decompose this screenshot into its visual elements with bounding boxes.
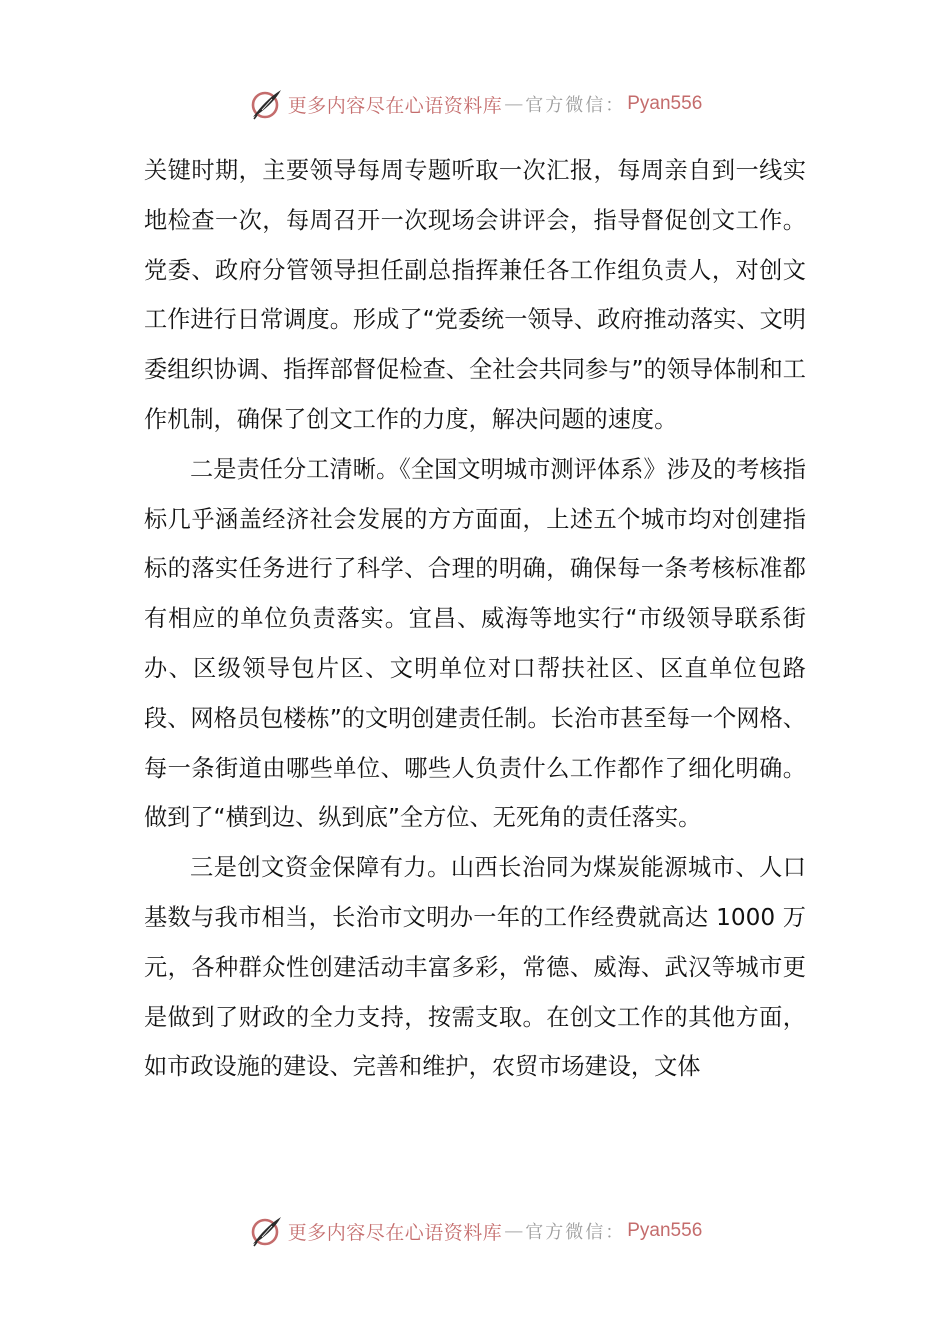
site-slogan: 更多内容尽在心语资料库 [287, 1221, 503, 1244]
banner-separator: — [504, 1220, 524, 1242]
paragraph-funding: 三是创文资金保障有力。山西长治同为煤炭能源城市、人口基数与我市相当，长治市文明办一年的工作经费就高达 1000 万元，各种群众性创建活动丰富多彩，常德、威海、武汉等城市更是做到了财政的全力支持，按需支取。在创文工作的其他方面，如市政设施的建设、完善和维护，农贸市场建设，文体 [144, 854, 806, 1081]
paragraph-responsibility: 二是责任分工清晰。《全国文明城市测评体系》涉及的考核指标几乎涵盖经济社会发展的方方面面，上述五个城市均对创建指标的落实任务进行了科学、合理的明确，确保每一条考核标准都有相应的单位负责落实。宜昌、威海等地实行“市级领导联系街办、区级领导包片区、文明单位对口帮扶社区、区直单位包路段、网格员包楼栋”的文明创建责任制。长治市甚至每一个网格、每一条街道由哪些单位、哪些人负责什么工作都作了细化明确。做到了“横到边、纵到底”全方位、无死角的责任落实。 [144, 455, 806, 832]
header-watermark [0, 82, 950, 126]
banner-separator: — [504, 93, 524, 115]
quill-pen-circle-icon [248, 1213, 284, 1249]
paragraph-continuation: 关键时期，主要领导每周专题听取一次汇报，每周亲自到一线实地检查一次，每周召开一次现场会讲评会，指导督促创文工作。党委、政府分管领导担任副总指挥兼任各工作组负责人，对创文工作进行日常调度。形成了“党委统一领导、政府推动落实、文明委组织协调、指挥部督促检查、全社会共同参与”的领导体制和工作机制，确保了创文工作的力度，解决问题的速度。 [144, 157, 806, 433]
quill-pen-circle-icon [248, 86, 284, 122]
document-body [144, 146, 806, 1092]
wechat-label: 官方微信： [525, 95, 626, 116]
footer-watermark [0, 1209, 950, 1253]
wechat-id: Pyan556 [627, 1220, 703, 1241]
wechat-label: 官方微信： [525, 1222, 626, 1243]
site-slogan: 更多内容尽在心语资料库 [287, 94, 503, 117]
wechat-id: Pyan556 [627, 93, 703, 114]
